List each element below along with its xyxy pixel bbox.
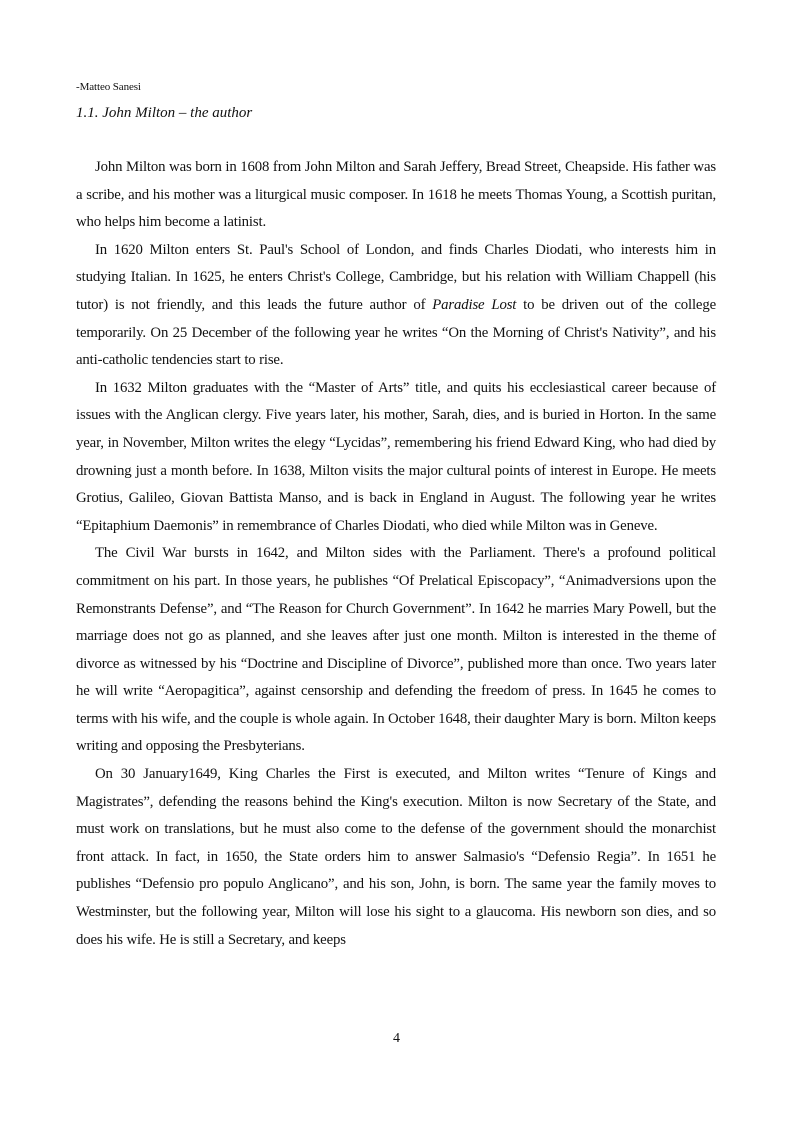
paragraph-5 <box>76 761 716 954</box>
author-name: -Matteo Sanesi <box>76 81 141 93</box>
paragraph-text: The Civil War bursts in 1642, and Milton sides with the Parliament. There's a profound political commitment on his part. In those years, he publishes “Of Prelatical Episcopacy”, “Animadversions upon the Remonstrants Defense”, and “The Reason for Church Government”. In 1642 he marries Mary Powell, but the marriage does not go as planned, and she leaves after just one month. Milton is interested in the theme of divorce as witnessed by his “Doctrine and Discipline of Divorce”, published more than once. Two years later he will write “Aeropagitica”, against censorship and defending the freedom of press. In 1645 he comes to terms with his wife, and the couple is whole again. In October 1648, their daughter Mary is born. Milton keeps writing and opposing the Presbyterians. <box>76 545 716 755</box>
paragraph-text: John Milton was born in 1608 from John Milton and Sarah Jeffery, Bread Street, Cheapside. His father was a scribe, and his mother was a liturgical music composer. In 1618 he meets Thomas Young, a Scottish puritan, who helps him become a latinist. <box>76 159 716 231</box>
paragraph-1 <box>76 154 716 237</box>
book-title: Paradise Lost <box>432 296 517 313</box>
page-number: 4 <box>393 1031 400 1046</box>
paragraph-text: to be driven out of the college temporarily. On 25 December of the following year he writes “On the Morning of Christ's Nativity”, and his anti-catholic tendencies start to rise. <box>76 296 716 369</box>
paragraph-4 <box>76 540 716 761</box>
body-text <box>76 154 716 954</box>
paragraph-3 <box>76 375 716 541</box>
paragraph-text: In 1620 Milton enters St. Paul's School of London, and finds Charles Diodati, who interests him in studying Italian. In 1625, he enters Christ's College, Cambridge, but his relation with William Chappell (his tutor) is not friendly, and this leads the future author of <box>76 241 716 313</box>
paragraph-2 <box>76 237 716 375</box>
paragraph-text: On 30 January1649, King Charles the First is executed, and Milton writes “Tenure of Kings and Magistrates”, defending the reasons behind the King's execution. Milton is now Secretary of the State, and must work on translations, but he must also come to the defense of the government should the monarchist front attack. In fact, in 1650, the State orders him to answer Salmasio's “Defensio Regia”. In 1651 he publishes “Defensio pro populo Anglicano”, and his son, John, is born. The same year the family moves to Westminster, but the following year, Milton will lose his sight to a glaucoma. His newborn son dies, and so does his wife. He is still a Secretary, and keeps <box>76 766 716 948</box>
paragraph-text: In 1632 Milton graduates with the “Master of Arts” title, and quits his ecclesiastical career because of issues with the Anglican clergy. Five years later, his mother, Sarah, dies, and is buried in Horton. In the same year, in November, Milton writes the elegy “Lycidas”, remembering his friend Edward King, who had died by drowning just a month before. In 1638, Milton visits the major cultural points of interest in Europe. He meets Grotius, Galileo, Giovan Battista Manso, and is back in England in August. The following year he writes “Epitaphium Daemonis” in remembrance of Charles Diodati, who died while Milton was in Geneve. <box>76 379 716 534</box>
section-title: 1.1. John Milton – the author <box>76 105 253 121</box>
